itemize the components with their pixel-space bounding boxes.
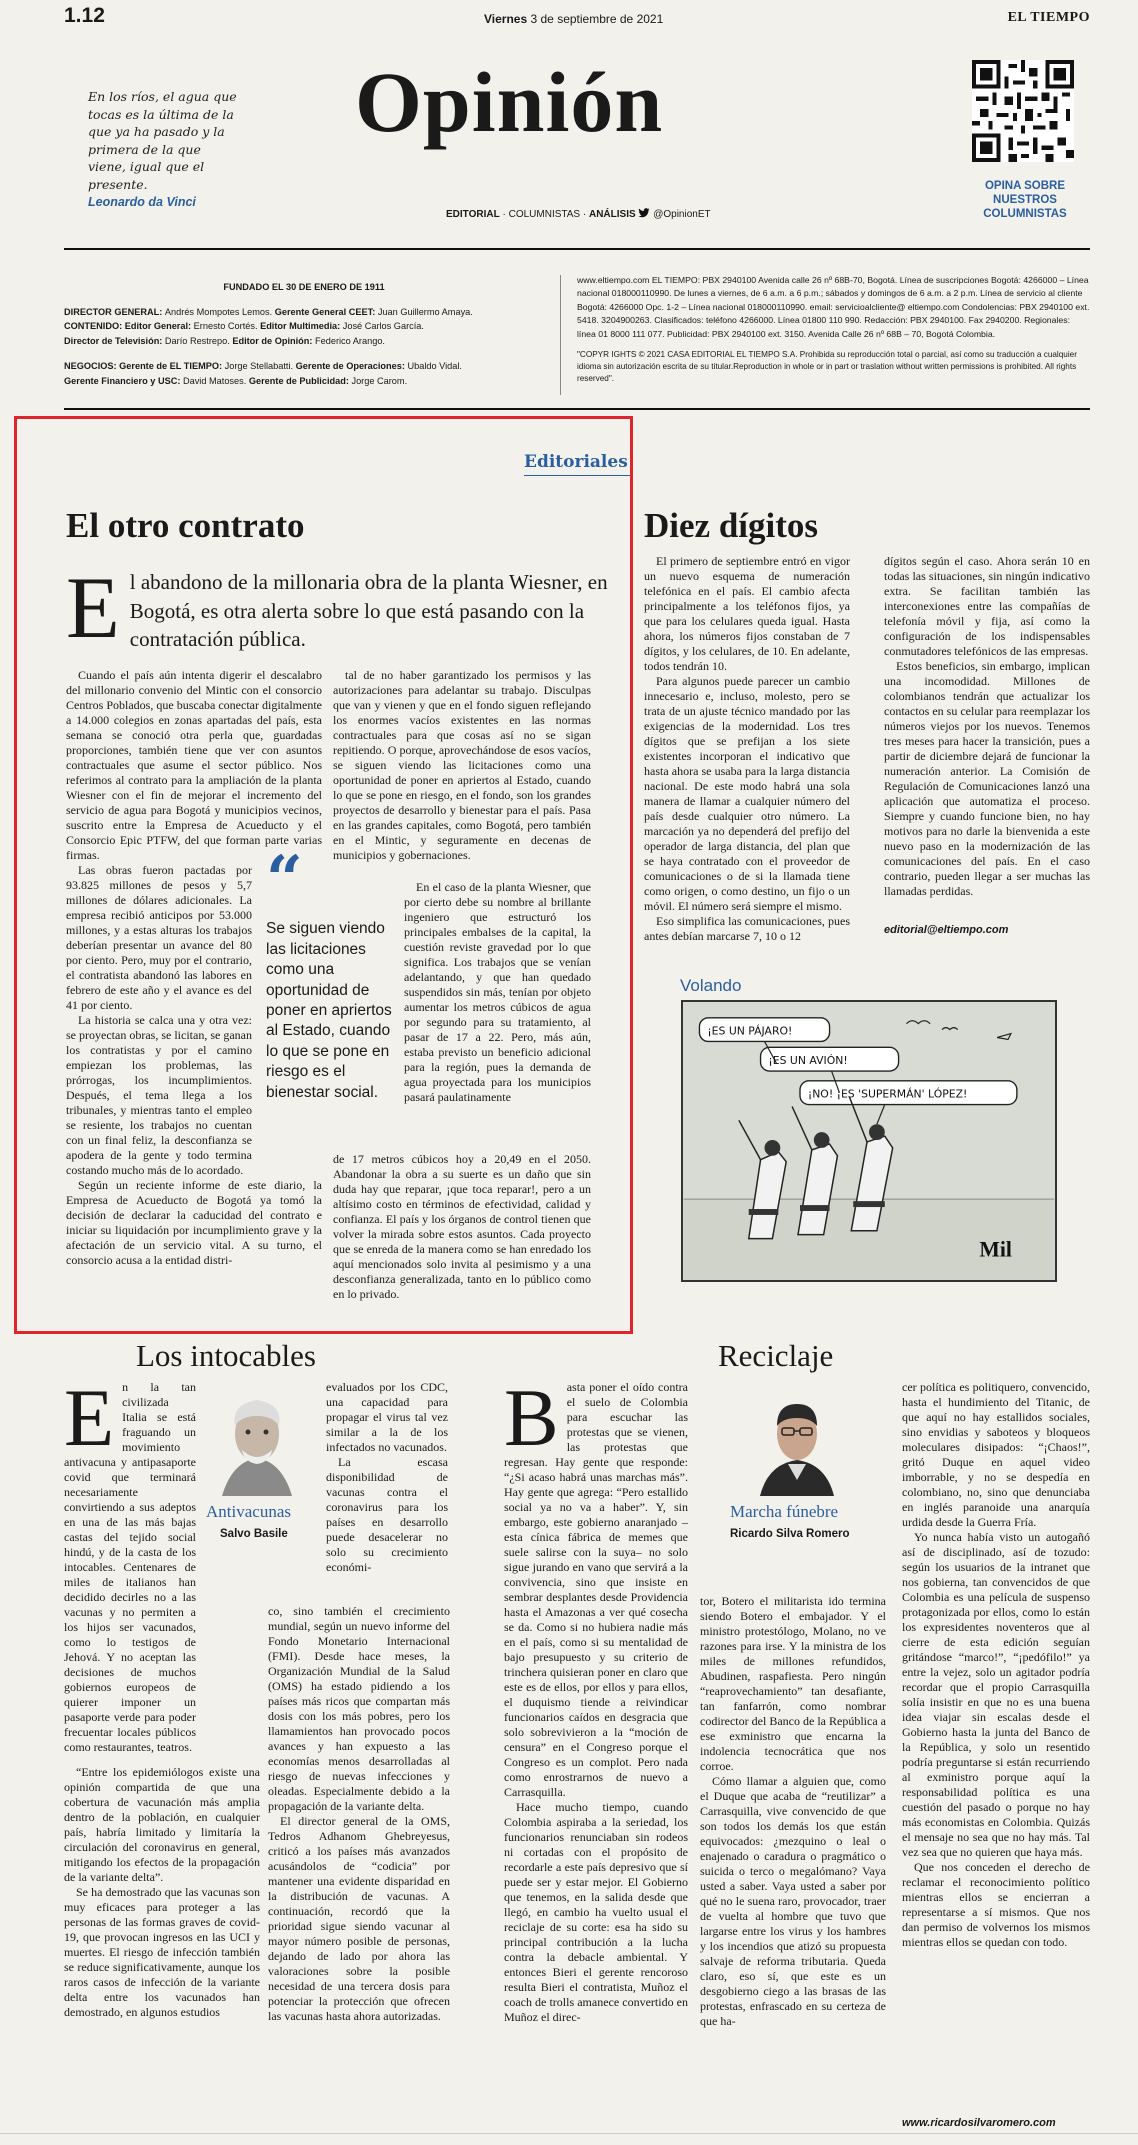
brand-name: EL TIEMPO (1007, 10, 1090, 25)
column-right-col-3: cer política es politiquero, convencido, hasta el hundimiento del Titanic, de que aquí no hay estallidos sociales, sino envidias y saboteos y bloqueos moleculares disipados: “¡Chaos!”, gritó Duque en aquel video imborrable, y no se despedía en colombiano, no, sino que denunciaba en inglés paranoide una anarquía urdida desde la Guerra Fría. Yo nunca había visto un autogañó así de disciplinado, así de tozudo: según los usuarios de la intranet que nos gobierna, tan convencidos de que Colombia es una película de suspenso protagonizada por ellos, como lo están los expresidentes noventeros que al cierre de esta edición seguían gritándose “marco!”, “¡pedófilo!” ya entre la vejez, solo un agitador podría recordar que el propio Carrasquilla solía insistir en que no es una buena idea viajar sin escalas desde el Gobierno hasta la junta del Banco de la República, y solo un resentido podría preguntarse si están recurriendo al exministro porque aquí la responsabilidad política es una cuestión del pasado o porque no hay más economistas en Colombia. Quizás el mensaje no sea que no hay más. Tal vez sea que no quieren que haya más. Que nos conceden el derecho de reclamar el reconocimiento político mientras ellos se encierran a representarse a sí mismos. Que nos dan permiso de volvernos los mismos mientras ellos se quedan con todo. (902, 1380, 1090, 1949)
copyright-notice: "COPYR IGHTS © 2021 CASA EDITORIAL EL TIEMPO S.A. Prohibida su reproducción total o parcial, así como su traducción a cualquier idioma sin autorización escrita de su titular.Reproduction in whole or in part or traslation without written permissions is prohibited. All rights reserved". (577, 350, 1077, 384)
editorial-col-2-bottom: de 17 metros cúbicos hoy a 20,49 en el 2050. Abandonar la obra a su suerte es un daño que sin duda hay que reparar, ¡que toca reparar!, pero a un altísimo costo en términos de efectividad, calidad y confianza. El país y los órganos de control tienen que volver la mirada sobre estos asuntos. Cada proyecto que se enreda de la manera como se han enredado los aquí mencionados solo invita al pesimismo y a una desconfianza generalizada, tanto en lo público como en lo privado. (333, 1152, 591, 1301)
cartoon-bubble-1: ¡ES UN PÁJARO! (707, 1024, 793, 1038)
author-website[interactable]: www.ricardosilvaromero.com (902, 2117, 1056, 2129)
column-right-col-1: Basta poner el oído contra el suelo de Colombia para escuchar las protestas que se vienen, las protestas que regresan. Hay gente que responde: “¿Si acaso habrá unas marchas más”. Hay gente que agrega: “Pero estallido social ya no va a haber”. Y, sin embargo, este gobierno anaranjado –esta cínica fábrica de memes que suele salirse con la suya– no solo sigue jurando en vano que servirá a la convivencia, sino que insiste en sembrar desplantes desde Providencia hasta el Amazonas a ver qué cosecha se da. Como si no hubiera nadie más en el país, como si su mentalidad de bajo presupuesto y su criterio de trinchera quisieran poner en claro que este es de ellos, por ellos y para ellos, el duquismo tiende a reivindicar funcionarios caídos en desgracia que solo sobrevivieron a la “moción de censura” en el Congreso porque el Congreso es un complot. Pero nada como enrostrarnos de nuevo a Carrasquilla. Hace mucho tiempo, cuando Colombia aspiraba a la seriedad, los funcionarios renunciaban sin rodeos ni cortadas con el propósito de recordarle a este país depresivo que sí puede ser y estar mejor. El Gobierno que tenemos, en la salida desde que llegó, en cambio ha vuelto usual el reciclaje de su corte: esa ha sido su principal contribución a la lucha contra la debacle ambiental. Y entonces Bieri el gerente rencoroso resulta Bieri el contratista, Muñoz el coach de trolls amanece convertido en Muñoz el direc- (504, 1372, 688, 2024)
staff-line: Director de Televisión: Darío Restrepo. Editor de Opinión: Federico Arango. (64, 336, 385, 347)
twitter-bird-icon (638, 208, 650, 218)
column-right-kicker: Marcha fúnebre (730, 1502, 839, 1521)
top-strip (64, 4, 1090, 30)
editorials-kicker: Editoriales (524, 452, 628, 472)
staff-line: CONTENIDO: Editor General: Ernesto Cortés. Editor Multimedia: José Carlos García. (64, 321, 424, 332)
editorial-col-2-right: En el caso de la planta Wiesner, que por cierto debe su nombre al brillante ingeniero que estructuró los principales embalses de la capital, la cuestión reviste gravedad por lo que significa. Los trabajos que se venían adelantando, y que han quedado suspendidos sin más, tenían por objeto aumentar los metros cúbicos de agua por segundo para su tratamiento, al pasar de 17 a 22. Pero, más aún, estaba previsto un beneficio adicional para la región, pues la demanda de agua proyectada para los municipios pasará paulatinamente (404, 880, 591, 1104)
cartoon-signature: Mil (979, 1237, 1012, 1262)
quote-text: En los ríos, el agua que tocas es la última de la que ya ha pasado y la primera de la que viene, igual que el presente. (88, 89, 237, 192)
qr-label[interactable]: OPINA SOBRE NUESTROS COLUMNISTAS (983, 180, 1067, 220)
author-photo-salvo-basile (202, 1386, 312, 1496)
column-left-author: Salvo Basile (220, 1528, 288, 1540)
pull-quote-text: Se siguen viendo las licitaciones como una oportunidad de poner en apriertos al Estado, cuando lo que se pone en riesgo es el bienestar social. (266, 920, 392, 1101)
staff-lines (64, 305, 544, 389)
column-right-col-2: tor, Botero el militarista ido termina siendo Botero el embajador. Y el ministro protestólogo, Molano, no ve razones para irse. Y la ministra de los miles de millones refundidos, Abudinen, raspafiesta. Pero ningún “reaprovechamiento” tan desafiante, tan fanfarrón, como nombrar codirector del Banco de la República a ese exministro que encarna la indolencia tecnocrática que nos corroe. Cómo llamar a alguien que, como el Duque que acaba de “reutilizar” a Carrasquilla, vive convencido de que son todos los demás los que están equivocados: ¿mezquino o leal o enajenado o caradura o pragmático o suicida o terco o megalómano? Vaya usted a saber. Vaya usted a saber por qué no le suena raro, provocador, traer de vuelta al hombre que tuvo que largarse entre los virus y los hambres y los incendios que atizó su propuesta salvaje de reforma tributaria. Queda claro, eso sí, que este es un desgobierno ciego a las brasas de las protestas, enfrascado en su certeza de que ha- (700, 1594, 886, 2028)
bottom-rule (0, 2133, 1138, 2134)
staff-box (64, 270, 544, 388)
quote-author: Leonardo da Vinci (88, 195, 196, 209)
masthead-rule (64, 248, 1090, 250)
column-right-headline: Reciclaje (718, 1338, 834, 1373)
staff-line: DIRECTOR GENERAL: Andrés Mompotes Lemos. Gerente General CEET: Juan Guillermo Amaya. (64, 306, 473, 317)
pull-quote (266, 842, 396, 1103)
second-editorial-col-2: dígitos según el caso. Ahora serán 10 en todas las situaciones, sin ningún indicativo extra. Se facilitan también las interconexiones entre las compañías de telefonía móvil y fija, así como la configuración de los indispensables conmutadores telefónicos de las empresas. Estos beneficios, sin embargo, implican una incomodidad. Millones de colombianos tendrán que actualizar los contactos en su celular para reemplazar los números viejos por los nuevos. Tenemos tres meses para hacer la transición, pues a partir de diciembre dejará de funcionar la numeración anterior. La Comisión de Regulación de Comunicaciones lanzó una aplicación que automatiza el proceso. Siempre y cuando funcione bien, no hay motivos para no darle la bienvenida a este nuevo paso en la modernización de las comunicaciones del país. En el caso contrario, pueden llegar a ser muchas las llamadas perdidas. (884, 554, 1090, 898)
column-left-col-1b: “Entre los epidemiólogos existe una opinión compartida de que una cobertura de vacunación más amplia dentro de la población, en cualquier país, habría limitado y limitaría la circulación del coronavirus en general, mitigando los efectos de la propagación de la variante delta”. Se ha demostrado que las vacunas son muy eficaces para proteger a las personas de las formas graves de covid-19, que provocan ingresos en las UCI y muertes. El riesgo de infección también se reduce significativamente, aunque los raros casos de infección de la variante delta entre los vacunados han demostrado, en algunos estudios (64, 1765, 260, 2019)
issue-date: Viernes 3 de septiembre de 2021 (484, 12, 664, 26)
column-left-col-2b: co, sino también el crecimiento mundial, según un nuevo informe del Fondo Monetario Internacional (FMI). Desde hace meses, la Organización Mundial de la Salud (OMS) ha estado pidiendo a los países más ricos que compartan más dosis con los más pobres, pero los llamamientos han provocado pocos avances y han expuesto a las economías menos desarrolladas al riesgo de nuevas infecciones y oleadas. Especialmente debido a la propagación de la variante delta. El director general de la OMS, Tedros Adhanom Ghebreyesus, criticó a los países más avanzados acusándolos de “codicia” por mantener una evidente disparidad en la distribución de vacunas. A continuación, recordó que la prioridad sigue siendo vacunar al mayor número posible de personas, dejando de lado por ahora las valoraciones sobre la posible necesidad de una tercera dosis para potenciar la protección que ofrecen las vacunas hasta ahora autorizadas. (268, 1604, 450, 2023)
masthead-quote (88, 88, 238, 211)
staff-line: Gerente Financiero y USC: David Matoses. Gerente de Publicidad: Jorge Carom. (64, 375, 408, 386)
drop-cap: E (66, 560, 120, 657)
editorial-signature[interactable]: editorial@eltiempo.com (884, 924, 1009, 936)
column-left-col-2a: evaluados por los CDC, una capacidad para propagar el virus tal vez similar a la de los infectados no vacunados. La escasa disponibilidad de vacunas contra el coronavirus para los países en desarrollo puede desacelerar no solo su crecimiento económi- (326, 1380, 448, 1574)
staff-divider (560, 275, 561, 395)
column-left-drop-cap: E (64, 1372, 115, 1463)
kicker-rule (524, 475, 630, 476)
cartoon-bubble-2: ¡ES UN AVIÓN! (768, 1054, 848, 1068)
section-title: Opinión (355, 54, 664, 150)
section-nav: EDITORIAL · COLUMNISTAS · ANÁLISIS @OpinionET (446, 209, 711, 220)
cartoon-illustration (681, 1000, 1057, 1282)
page-number: 1.12 (64, 4, 105, 27)
contact-text: www.eltiempo.com EL TIEMPO: PBX 2940100 Avenida calle 26 nº 68B-70, Bogotá. Línea de suscripciones Bogotá: 4266000 – Línea nacional 018000110990. De lunes a viernes, de 6 a.m. a 6 p.m.; sábados y domingos de 6 a.m. a 2 p.m. Línea de servicio al cliente Bogotá: 4266000 Opc. 1-2 – Línea nacional 018000110990. email: servicioalcliente@ eltiempo.com Condolencias: PBX 2940100 ext. 5418. 3204900263. Clasificados: teléfono 4266000. Línea 01800 110 990. Redacción: PBX 2940100. Fax 2940200. Regionales: línea 01 8000 111 077. Publicidad: PBX 2940100 ext. 3150. Avenida Calle 26 nº 68B – 70, Bogotá Colombia. (577, 275, 1090, 339)
second-editorial-col-1: El primero de septiembre entró en vigor un nuevo esquema de numeración telefónica en el país. El cambio afecta principalmente a los teléfonos fijos, ya que para los celulares queda igual. Hasta ahora, los números fijos constaban de 7 dígitos, y los celulares, de 10. En adelante, todos tendrán 10. Para algunos puede parecer un cambio innecesario e, incluso, molesto, pero se trata de un ajuste técnico mandado por las exigencias de la modernidad. Los tres dígitos que se prefijan a los siete existentes incorporan el indicativo que hasta ahora se usaba para la larga distancia nacional. De este modo habrá una sola manera de llamar a cualquier número del país desde cualquier otro número. La marcación ya no dependerá del prefijo del operador de larga distancia, del plan que se haya contratado con el proveedor de comunicaciones o de si la llamada tiene como origen, o como destino, un fijo o un móvil. El número será siempre el mismo. Eso simplifica las comunicaciones, pues antes debían marcarse 7, 10 o 12 (644, 554, 850, 943)
column-left-headline: Los intocables (136, 1338, 316, 1373)
column-left-kicker: Antivacunas (206, 1502, 291, 1521)
author-photo-ricardo-silva (742, 1386, 852, 1496)
editorial-lede: El abandono de la millonaria obra de la planta Wiesner, en Bogotá, es otra alerta sobre lo que está pasando con la contratación pública. (66, 560, 608, 657)
second-editorial-headline: Diez dígitos (644, 506, 819, 545)
cartoon-bubble-3: ¡NO! ¡ES 'SUPERMÁN' LÓPEZ! (807, 1087, 968, 1101)
column-right-author: Ricardo Silva Romero (730, 1528, 850, 1540)
staff-line: NEGOCIOS: Gerente de EL TIEMPO: Jorge Stellabatti. Gerente de Operaciones: Ubaldo Vidal. (64, 360, 462, 371)
contact-box (577, 274, 1090, 385)
editorial-col-1: Cuando el país aún intenta digerir el descalabro del millonario convenio del Mintic con el consorcio Centros Poblados, que buscaba conectar digitalmente a 14.000 colegios en zonas apartadas del país, esta semana se conoció otra perla que, guardadas proporciones, también tiene que ver con asuntos contractuales que asume el sector público. Nos referimos al contrato para la ampliación de la planta Wiesner con el fin de mejorar el incremento del servicio de agua para Bogotá y municipios vecinos, suscrito entre la Empresa de Acueducto y el Consorcio Epic PTFW, del que forman parte varias firmas. Las obras fueron pactadas por 93.825 millones de pesos y 5,7 millones de dólares adicionales. La empresa recibió anticipos por 53.000 millones, y a estas alturas los trabajos deberían presentar un avance del 80 por ciento. Pero, muy por el contrario, el contratista abandonó las labores en febrero de este año y el avance es del 41 por ciento. La historia se calca una y otra vez: se proyectan obras, se licitan, se ganan los contratistas y por el camino empiezan los problemas, las prórrogas, los incumplimientos. Después, el tema llega a los tribunales, y mientras tanto el empleo se resiente, los trabajos no cuentan con un final feliz, la desconfianza se apodera de la gente y todo termina costando mucho más de lo acordado. Según un reciente informe de este diario, la Empresa de Acueducto de Bogotá ya tomó la decisión de declarar la caducidad del contrato e iniciar su liquidación por incumplimiento grave y la afectación de un servicio vital. A su turno, el consorcio acusa a la entidad distri- (66, 668, 322, 1267)
nav-analisis[interactable]: ANÁLISIS (588, 209, 636, 220)
quote-mark-icon: “ (266, 842, 303, 917)
staff-bottom-rule (64, 408, 1090, 410)
founded-line: FUNDADO EL 30 DE ENERO DE 1911 (223, 282, 385, 292)
nav-editorial[interactable]: EDITORIAL (446, 209, 500, 220)
column-left-col-1a: En la tan civilizada Italia se está fraguando un movimiento antivacuna y antipasaporte covid que terminará necesariamente convirtiendo a sus adeptos en una de las más bajas castas del tejido social hindú, y de la casta de los intocables. Centenares de miles de italianos han decidido decirles no a las vacunas y no permiten a los hijos ser vacunados, como lo testigos de Jehová. Y no aceptan las decisiones de muchos gobiernos europeos de quierer imponer un pasaporte verde para poder frecuentar locales públicos como restaurantes, teatros. (64, 1372, 196, 1754)
editorial-headline: El otro contrato (66, 506, 305, 545)
twitter-handle[interactable]: @OpinionET (653, 209, 711, 220)
column-right-drop-cap: B (504, 1372, 559, 1463)
qr-code[interactable] (972, 60, 1074, 162)
editorial-col-2-top: tal de no haber garantizado los permisos y las autorizaciones para adelantar su trabajo. Disculpas que van y vienen y que en el fondo siguen reflejando los enormes vacíos existentes en las normas contractuales para que cosas así no se sigan repitiendo. O porque, aprovechándose de esos vacíos, se siguen viendo las licitaciones como una oportunidad de poner en apriertos al Estado, cuando lo que se pone en riesgo, en el fondo, son los grandes proyectos de desarrollo y bienestar para el país. Pasa en las grandes capitales, como Bogotá, pero también en el Mintic, y seguramente en decenas de municipios y gobernaciones. (333, 668, 591, 862)
cartoon-title: Volando (680, 976, 742, 995)
